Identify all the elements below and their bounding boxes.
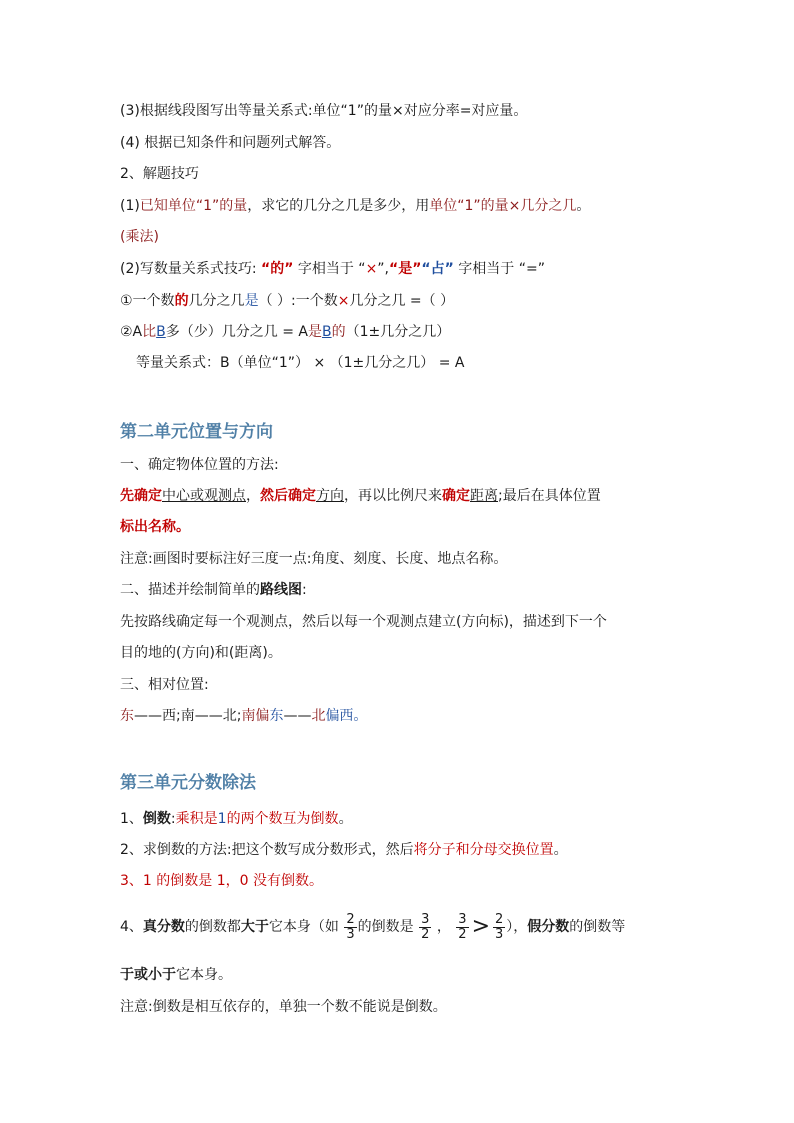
text-run: :	[170, 811, 176, 827]
section-heading: 第二单元位置与方向	[120, 422, 273, 442]
text-line: 注意:倒数是相互依存的，单独一个数不能说是倒数。	[120, 999, 447, 1015]
fraction-denominator: 2	[421, 926, 430, 942]
bold-text: 路线图	[260, 582, 302, 598]
text-run: :	[302, 582, 307, 598]
highlight-text: 单位“1”的量×几分之几	[429, 198, 577, 214]
text-line: (乘法)	[120, 229, 159, 245]
text-run: 。	[576, 198, 591, 214]
highlight-text: “是”	[389, 261, 422, 277]
fraction-denominator: 3	[346, 926, 355, 942]
text-line: 等量关系式：B（单位“1”） × （1±几分之几） = A	[136, 355, 465, 371]
text-run: ;最后在具体位置	[498, 488, 601, 504]
highlight-text: B	[321, 324, 332, 340]
text-line	[120, 840, 568, 860]
highlight-text: B	[156, 324, 166, 340]
highlight-text: 1	[217, 811, 227, 827]
text-run: 字相当于 “=”	[453, 261, 545, 277]
text-run: (1)	[120, 198, 140, 214]
fraction-denominator: 3	[495, 926, 504, 942]
text-run: （ ）:一个数	[258, 293, 338, 309]
text-run: 的倒数都	[184, 919, 241, 935]
times-symbol: ×	[365, 261, 378, 277]
highlight-text: “占”	[421, 261, 454, 277]
text-run: 它本身（如	[268, 919, 339, 935]
fraction	[456, 913, 468, 942]
text-line: 2、解题技巧	[120, 166, 199, 182]
text-run: 二、描述并绘制简单的	[120, 582, 260, 598]
bold-text: 倒数	[142, 811, 171, 827]
highlight-text: 东	[120, 708, 134, 724]
bold-text: 假分数	[527, 919, 570, 935]
fraction-numerator: 2	[495, 911, 504, 927]
highlight-text: 确定	[442, 488, 470, 504]
highlight-text: 南偏	[241, 708, 270, 724]
text-run: ，	[246, 488, 260, 504]
text-run: 。	[338, 811, 353, 827]
text-run: 几分之几 =（ ）	[349, 293, 455, 309]
highlight-text: 将分子和分母交换位置	[413, 842, 554, 858]
text-line	[120, 486, 601, 506]
fraction-numerator: 3	[421, 911, 430, 927]
text-run: ①一个数	[120, 293, 175, 309]
highlight-text: 是	[307, 324, 322, 340]
text-run: 多（少）几分之几 = A	[165, 324, 308, 340]
underlined-text: 中心或观测点	[162, 488, 246, 504]
text-run: 。	[553, 842, 568, 858]
bold-text: 大于	[240, 919, 269, 935]
text-run: 几分之几	[188, 293, 245, 309]
text-run: ，	[436, 919, 451, 935]
fraction	[344, 913, 356, 942]
highlight-text: 的	[331, 324, 346, 340]
text-line: 3、1 的倒数是 1，0 没有倒数。	[120, 873, 323, 889]
text-run: ，求它的几分之几是多少，用	[247, 198, 430, 214]
fraction-numerator: 2	[346, 911, 355, 927]
text-run: ”,	[377, 261, 389, 277]
underlined-text: 方向	[316, 488, 344, 504]
text-line: 目的地的(方向)和(距离)。	[120, 645, 282, 661]
underlined-text: 距离	[470, 488, 498, 504]
greater-than-symbol: >	[471, 914, 491, 939]
text-line: 一、确定物体位置的方法:	[120, 457, 279, 473]
text-line: 标出名称。	[120, 519, 190, 535]
fraction	[419, 913, 431, 942]
highlight-text: 东	[269, 708, 284, 724]
text-line	[120, 259, 545, 279]
section-heading: 第三单元分数除法	[120, 773, 256, 793]
text-run: ，再以比例尺来	[344, 488, 442, 504]
text-run: ），	[506, 919, 528, 935]
highlight-text: 是	[244, 293, 259, 309]
text-line	[120, 809, 353, 829]
text-line	[120, 196, 590, 216]
text-run: 字相当于 “	[293, 261, 366, 277]
fraction-denominator: 2	[458, 926, 467, 942]
text-line: 先按路线确定每一个观测点，然后以每一个观测点建立(方向标)，描述到下一个	[120, 614, 607, 630]
times-symbol: ×	[337, 293, 350, 309]
highlight-text: 的两个数互为倒数	[226, 811, 339, 827]
text-line: 注意:画图时要标注好三度一点:角度、刻度、长度、地点名称。	[120, 551, 508, 567]
text-line	[120, 910, 625, 944]
text-line	[120, 322, 450, 342]
highlight-text: 比	[142, 324, 157, 340]
text-run: 1、	[120, 811, 143, 827]
text-line	[120, 706, 367, 726]
highlight-text: “的”	[261, 261, 294, 277]
highlight-text: 的	[174, 293, 189, 309]
text-run: 4、	[120, 919, 143, 935]
bold-text: 真分数	[142, 919, 185, 935]
text-run: 的倒数等	[569, 919, 626, 935]
highlight-text: 先确定	[120, 488, 162, 504]
highlight-text: 北	[311, 708, 326, 724]
text-run: ——	[283, 708, 312, 724]
text-line	[120, 580, 307, 600]
fraction-numerator: 3	[458, 911, 467, 927]
text-line: (3)根据线段图写出等量关系式:单位“1”的量×对应分率=对应量。	[120, 103, 528, 119]
text-line	[120, 291, 454, 311]
text-line: (4) 根据已知条件和问题列式解答。	[120, 135, 341, 151]
highlight-text: 偏西。	[325, 708, 368, 724]
bold-text: 于或小于	[120, 967, 176, 983]
text-run: (2)写数量关系式技巧:	[120, 261, 261, 277]
text-line: 三、相对位置:	[120, 677, 209, 693]
text-run: ②A	[120, 324, 143, 340]
highlight-text: 乘积是	[175, 811, 218, 827]
text-run: 2、求倒数的方法:把这个数写成分数形式，然后	[120, 842, 414, 858]
text-line	[120, 965, 232, 985]
text-run: 它本身。	[176, 967, 232, 983]
highlight-text: 已知单位“1”的量	[139, 198, 248, 214]
highlight-text: 然后确定	[260, 488, 316, 504]
text-run: （1±几分之几）	[345, 324, 451, 340]
text-run: 的倒数是	[357, 919, 414, 935]
text-run: ——西;南——北;	[134, 708, 242, 724]
fraction	[493, 913, 505, 942]
